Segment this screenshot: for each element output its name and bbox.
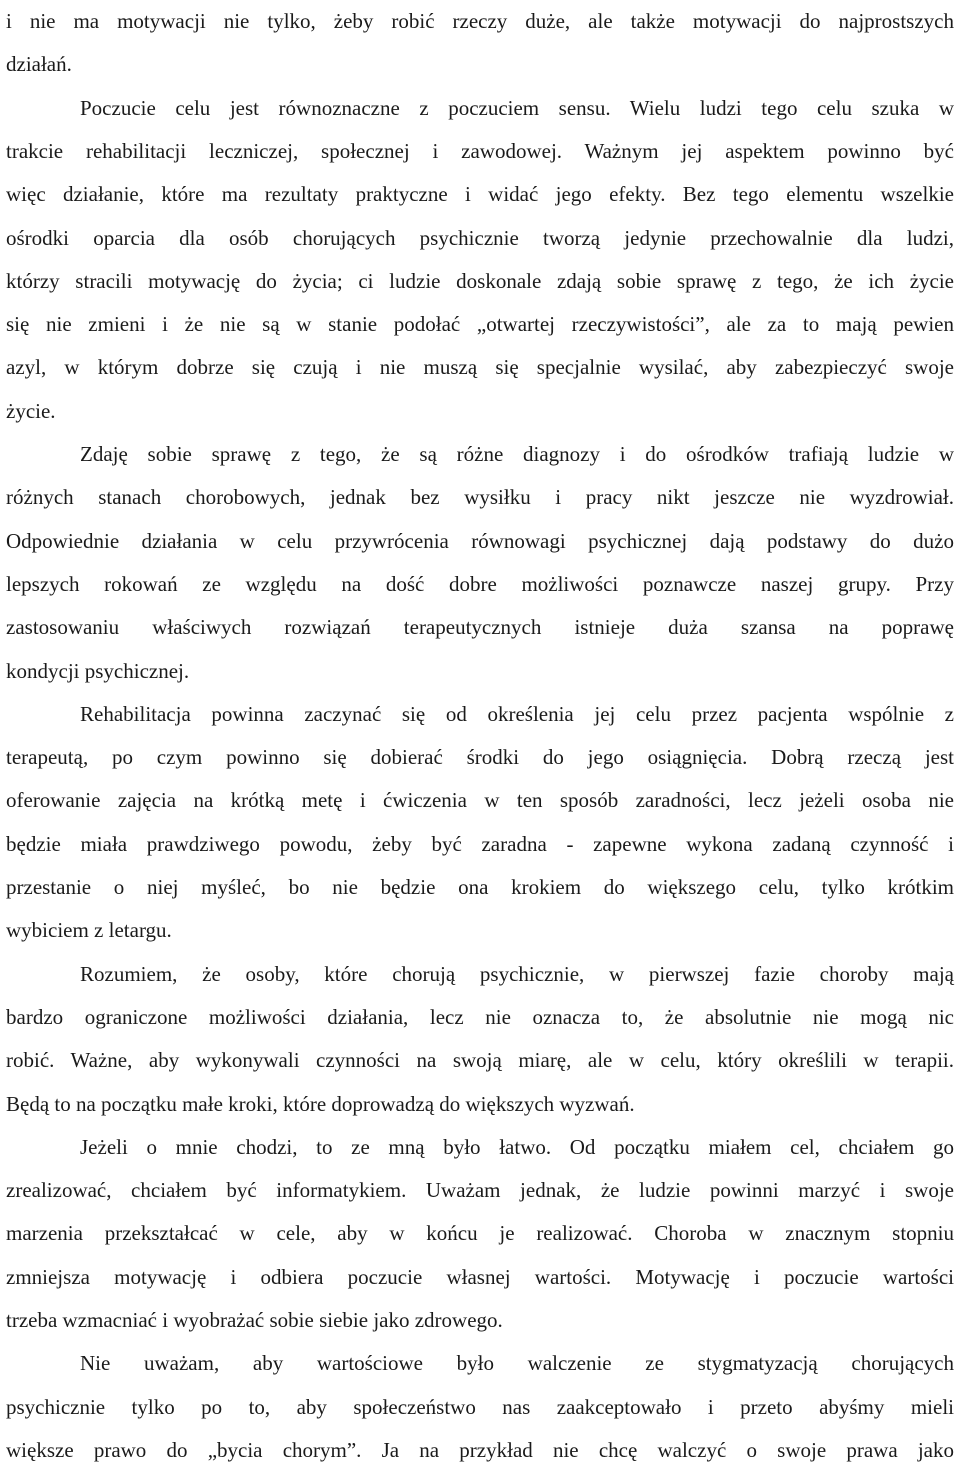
text-line: Odpowiednie działania w celu przywrócenia równowagi psychicznej dają podstawy do dużo [6,528,954,553]
text-line: robić. Ważne, aby wykonywali czynności na swoją miarę, ale w celu, który określili w terapii. [6,1048,954,1073]
text-line: wybiciem z letargu. [6,918,172,943]
text-line: którzy stracili motywację do życia; ci ludzie doskonale zdają sobie sprawę z tego, że ich życie [6,268,954,293]
text-line: zastosowaniu właściwych rozwiązań terapeutycznych istnieje duża szansa na poprawę [6,615,954,640]
text-line: kondycji psychicznej. [6,658,190,683]
text-line: Będą to na początku małe kroki, które doprowadzą do większych wyzwań. [6,1091,635,1116]
text-line: Rozumiem, że osoby, które chorują psychicznie, w pierwszej fazie choroby mają [80,961,954,986]
text-line: lepszych rokowań ze względu na dość dobre możliwości poznawcze naszej grupy. Przy [6,571,954,596]
text-line: oferowanie zajęcia na krótką metę i ćwiczenia w ten sposób zaradności, lecz jeżeli osoba nie [6,788,954,813]
text-line: życie. [6,398,56,423]
text-line: Rehabilitacja powinna zaczynać się od określenia jej celu przez pacjenta wspólnie z [80,701,954,726]
text-line: trzeba wzmacniać i wyobrażać sobie siebie jako zdrowego. [6,1308,503,1332]
text-line: ośrodki oparcia dla osób chorujących psychicznie tworzą jedynie przechowalnie dla ludzi, [6,225,954,250]
text-line: Poczucie celu jest równoznaczne z poczuciem sensu. Wielu ludzi tego celu szuka w [80,95,954,120]
text-line: zmniejsza motywację i odbiera poczucie własnej wartości. Motywację i poczucie wartości [6,1264,954,1289]
text-line: się nie zmieni i że nie są w stanie podołać „otwartej rzeczywistości”, ale za to mają pewien [6,312,954,337]
text-line: przestanie o niej myśleć, bo nie będzie ona krokiem do większego celu, tylko krótkim [6,875,954,899]
text-line: będzie miała prawdziwego powodu, żeby być zaradna - zapewne wykona zadaną czynność i [6,831,954,856]
text-line: więc działanie, które ma rezultaty praktyczne i widać jego efekty. Bez tego elementu wszelkie [6,182,954,207]
text-line: zrealizować, chciałem być informatykiem. Uważam jednak, że ludzie powinni marzyć i swoje [6,1178,954,1203]
text-line: i nie ma motywacji nie tylko, żeby robić rzeczy duże, ale także motywacji do najprostszych [6,9,954,33]
text-line: trakcie rehabilitacji leczniczej, społecznej i zawodowej. Ważnym jej aspektem powinno być [6,138,954,163]
text-line: Zdaję sobie sprawę z tego, że są różne diagnozy i do ośrodków trafiają ludzie w [80,442,954,466]
text-line: Nie uważam, aby wartościowe było walczenie ze stygmatyzacją chorujących [80,1351,954,1376]
text-line: psychicznie tylko po to, aby społeczeństwo nas zaakceptowało i przeto abyśmy mieli [6,1394,954,1419]
text-line: azyl, w którym dobrze się czują i nie muszą się specjalnie wysilać, aby zabezpieczyć swoje [6,355,954,380]
text-line: bardzo ograniczone możliwości działania, lecz nie oznacza to, że absolutnie nie mogą nic [6,1004,954,1029]
text-line: Jeżeli o mnie chodzi, to ze mną było łatwo. Od początku miałem cel, chciałem go [80,1134,954,1159]
text-line: terapeutą, po czym powinno się dobierać środki do jego osiągnięcia. Dobrą rzeczą jest [6,745,954,770]
text-line: marzenia przekształcać w cele, aby w końcu je realizować. Choroba w znacznym stopniu [6,1221,954,1246]
text-line: różnych stanach chorobowych, jednak bez wysiłku i pracy nikt jeszcze nie wyzdrowiał. [6,485,954,510]
text-line: większe prawo do „bycia chorym”. Ja na przykład nie chcę walczyć o swoje prawa jako [6,1437,954,1462]
text-line: działań. [6,52,72,77]
